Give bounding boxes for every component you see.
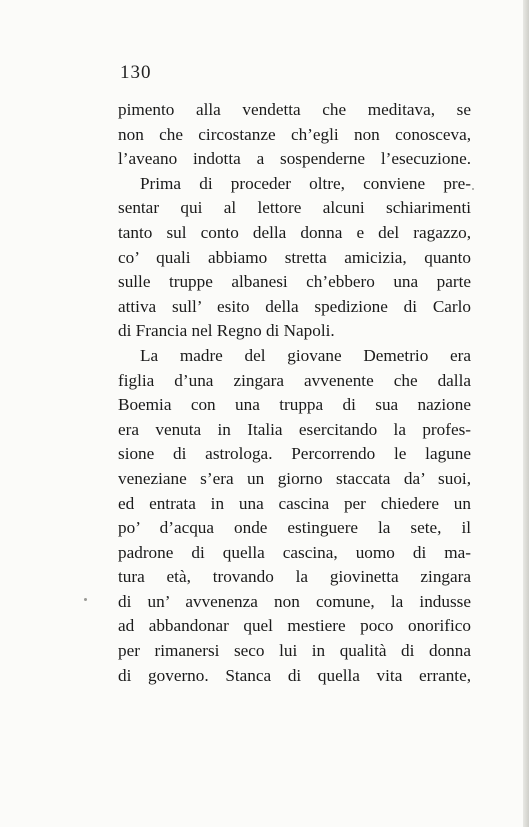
text-line: non che circostanze ch’egli non conosceva, xyxy=(118,124,471,144)
text-line: tanto sul conto della donna e del ragazzo, xyxy=(118,222,471,242)
text-line: l’aveano indotta a sospenderne l’esecuzione. xyxy=(118,149,471,169)
text-line: attiva sull’ esito della spedizione di Carlo xyxy=(118,296,471,316)
text-line: figlia d’una zingara avvenente che dalla xyxy=(118,370,471,390)
text-line: ed entrata in una cascina per chiedere un xyxy=(118,493,471,513)
paper-speck xyxy=(472,188,474,190)
text-line: sulle truppe albanesi ch’ebbero una parte xyxy=(118,272,471,292)
text-line: Boemia con una truppa di sua nazione xyxy=(118,395,471,415)
text-line: padrone di quella cascina, uomo di ma- xyxy=(118,542,471,562)
text-line: di Francia nel Regno di Napoli. xyxy=(118,321,335,341)
text-line: ad abbandonar quel mestiere poco onorifico xyxy=(118,616,471,636)
body-text xyxy=(118,98,471,688)
text-line: sentar qui al lettore alcuni schiarimenti xyxy=(118,198,471,218)
text-line: per rimanersi seco lui in qualità di donna xyxy=(118,641,471,661)
text-line: veneziane s’era un giorno staccata da’ suoi, xyxy=(118,468,471,488)
text-line: di un’ avvenenza non comune, la indusse xyxy=(118,591,471,611)
page-edge-shadow xyxy=(523,0,529,827)
text-line: po’ d’acqua onde estinguere la sete, il xyxy=(118,518,471,538)
text-line: La madre del giovane Demetrio era xyxy=(140,345,471,365)
text-line: pimento alla vendetta che meditava, se xyxy=(118,100,471,119)
text-line: era venuta in Italia esercitando la profes- xyxy=(118,419,471,439)
text-line: co’ quali abbiamo stretta amicizia, quanto xyxy=(118,247,471,267)
text-line: di governo. Stanca di quella vita errante, xyxy=(118,665,471,685)
text-line: tura età, trovando la giovinetta zingara xyxy=(118,567,471,587)
text-line: sione di astrologa. Percorrendo le lagune xyxy=(118,444,471,464)
paper-speck xyxy=(84,598,87,601)
text-line: Prima di proceder oltre, conviene pre- xyxy=(140,173,471,193)
page-number: 130 xyxy=(120,62,152,83)
